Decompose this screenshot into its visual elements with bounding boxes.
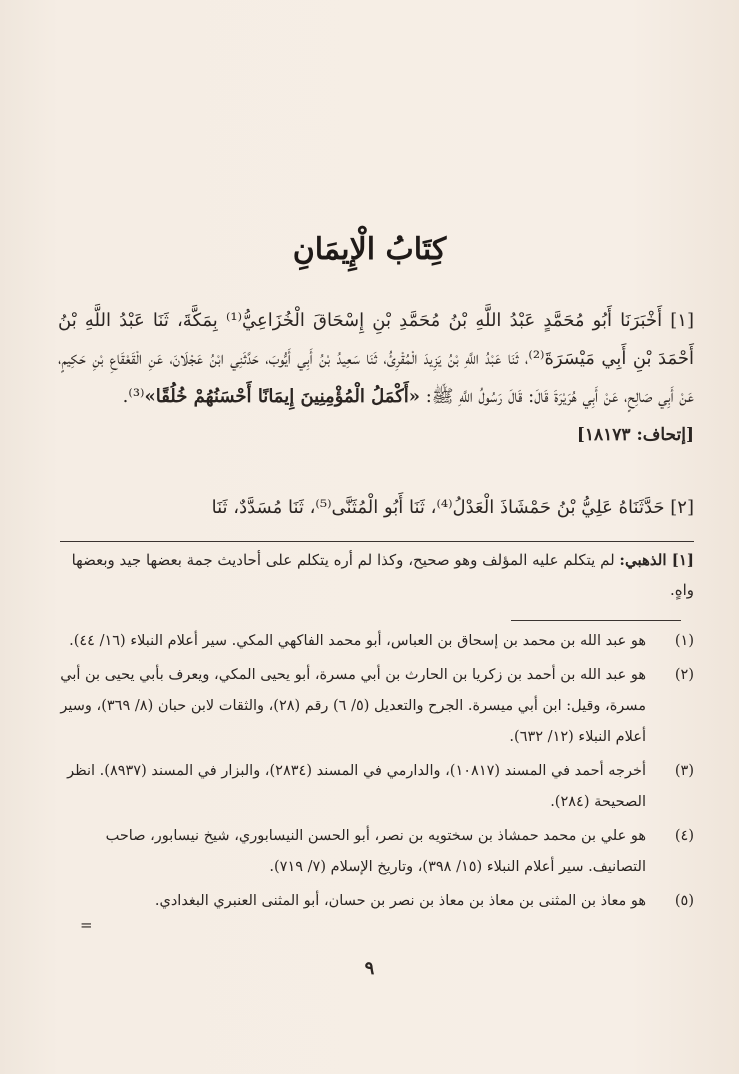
hadith-1 (58, 302, 694, 454)
footnote-text: أخرجه أحمد في المسند (١٠٨١٧)، والدارمي في المسند (٢٨٣٤)، والبزار في المسند (٨٩٣٧). انظر الصحيحة (٢٨٤). (67, 763, 646, 810)
hadith-1-matn-note: ⁽³⁾. (122, 386, 145, 407)
footnote-number: (٥) (674, 893, 694, 909)
footnote-text: هو معاذ بن المثنى بن معاذ بن معاذ بن نصر بن حسان، أبو المثنى العنبري البغدادي. (154, 893, 646, 909)
footnote-number: (٤) (674, 828, 694, 844)
hadith-1-matn: «أَكْمَلُ الْمُؤْمِنِينَ إِيمَانًا أَحْسَنُهُمْ خُلُقًا» (144, 386, 421, 407)
chapter-title: كِتَابُ الْإِيمَانِ (292, 232, 447, 267)
footnote-text: هو عبد الله بن أحمد بن زكريا بن الحارث بن أبي مسرة، أبو يحيى المكي، ويعرف بأبي يحيى بن أبي مسرة، وقيل: ابن أبي ميسرة. الجرح والتعديل (٥/ ٦) رقم (٢٨)، والثقات لابن حبان (٨/ ٣٦٩)، وسير أعلام النبلاء (١٢/ ٦٣٢). (60, 667, 646, 745)
footnote-text: هو علي بن محمد حمشاذ بن سختويه بن نصر، أبو الحسن النيسابوري، شيخ نيسابور، صاحب التصانيف. سير أعلام النبلاء (١٥/ ٣٩٨)، وتاريخ الإسلام (٧/ ٧١٩). (105, 828, 646, 875)
continuation-mark: = (80, 916, 93, 934)
footnotes (58, 626, 694, 920)
footnote-5 (58, 886, 694, 917)
footnote-2 (58, 660, 694, 753)
section-divider (60, 541, 694, 542)
footnote-number: (١) (674, 633, 694, 649)
hadith-2: [٢] حَدَّثَنَاهُ عَلِيُّ بْنُ حَمْشَاذَ الْعَدْلُ⁽⁴⁾، ثَنَا أَبُو الْمُثَنَّى⁽⁵⁾، ثَنَا مُسَدَّدٌ، ثَنَا (211, 497, 694, 518)
footnote-number: (٢) (674, 667, 694, 683)
footnote-3 (58, 756, 694, 818)
dhahabi-comment (58, 545, 694, 605)
hadith-1-isnad: [١] أَخْبَرَنَا أَبُو مُحَمَّدٍ عَبْدُ اللَّهِ بْنُ مُحَمَّدِ بْنِ إِسْحَاقَ الْخُزَاعِيُّ⁽¹⁾ بِمَكَّةَ، ثَنَا عَبْدُ اللَّهِ بْنُ أَحْمَدَ بْنِ أَبِي مَيْسَرَةَ⁽²⁾، ثَنَا عَبْدُ اللَّهِ بْنُ يَزِيدَ الْمُقْرِئُ، ثَنَا سَعِيدُ بْنُ أَبِي أَيُّوبَ، حَدَّثَنِي ابْنُ عَجْلَانَ، عَنِ الْقَعْقَاعِ بْنِ حَكِيمٍ، عَنْ أَبِي صَالِحٍ، عَنْ أَبِي هُرَيْرَةَ قَالَ: قَالَ رَسُولُ اللَّهِ ﷺ: (58, 310, 694, 407)
page-number: ٩ (364, 958, 375, 979)
footnote-4 (58, 821, 694, 883)
footnote-1 (58, 626, 694, 657)
ithaf-reference: [إتحاف: ١٨١٧٣] (576, 425, 694, 445)
dhahabi-text: لم يتكلم عليه المؤلف وهو صحيح، وكذا لم أره يتكلم على أحاديث جمة بعضها جيد وبعضها واهٍ. (71, 551, 694, 599)
footnote-text: هو عبد الله بن محمد بن إسحاق بن العباس، أبو محمد الفاكهي المكي. سير أعلام النبلاء (١٦/ ٤٤). (69, 633, 646, 649)
dhahabi-label: [١] الذهبي: (619, 551, 694, 569)
footnote-number: (٣) (674, 763, 694, 779)
footnote-divider (511, 620, 681, 621)
